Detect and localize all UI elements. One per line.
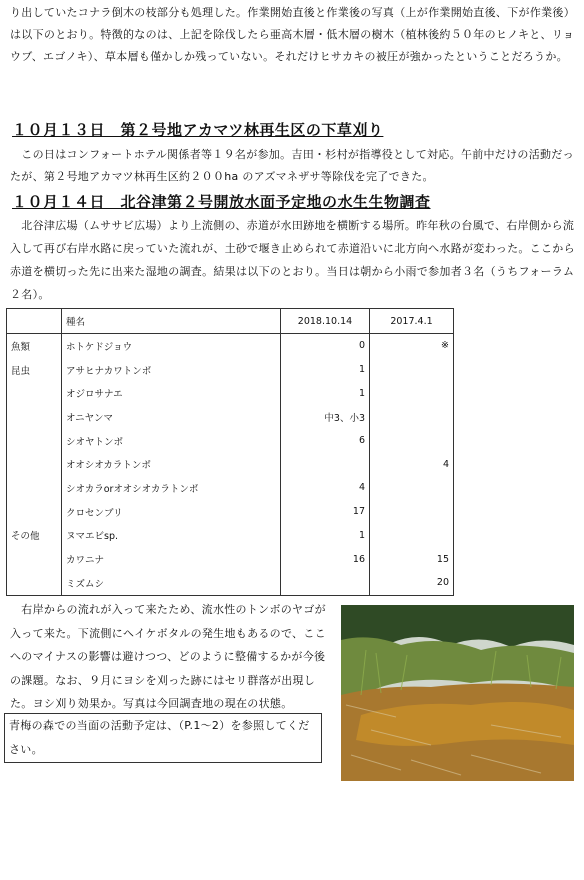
table-cell-species: ホトケドジョウ bbox=[62, 334, 281, 358]
table-cell-category bbox=[7, 405, 62, 429]
table-row bbox=[7, 452, 454, 476]
table-cell-count-2017 bbox=[370, 358, 454, 382]
table-cell-species: シオヤトンボ bbox=[62, 429, 281, 453]
wetland-photo-image bbox=[341, 605, 574, 781]
table-cell-count-2017 bbox=[370, 381, 454, 405]
table-cell-count-2017 bbox=[370, 524, 454, 548]
table-cell-category: その他 bbox=[7, 524, 62, 548]
table-cell-count-2018: 16 bbox=[281, 547, 370, 571]
wetland-survey-photo bbox=[341, 605, 574, 781]
table-row bbox=[7, 571, 454, 595]
survey-results-table bbox=[6, 308, 454, 596]
table-header-cell: 2018.10.14 bbox=[281, 309, 370, 334]
intro-paragraph: り出していたコナラ倒木の枝部分も処理した。作業開始直後と作業後の写真（上が作業開始直後、下が作業後）は以下のとおり。特徴的なのは、上記を除伐したら亜高木層・低木層の樹木（植林後約５０年のヒノキと、リョウブ、エゴノキ）、草本層も僅かしか残っていない。それだけヒサカキの被圧が強かったということだろうか。 bbox=[10, 6, 575, 63]
table-cell-category bbox=[7, 500, 62, 524]
table-cell-species: オニヤンマ bbox=[62, 405, 281, 429]
table-row bbox=[7, 334, 454, 358]
discussion-paragraph: 右岸からの流れが入って来たため、流水性のトンボのヤゴが入って来た。下流側にヘイケボタルの発生地もあるので、ここへのマイナスの影響は避けつつ、どのように整備するかが今後の課題。なお、９月にヨシを刈った跡にはセリ群落が出現した。ヨシ刈り効果か。写真は今回調査地の現在の状態。 bbox=[10, 603, 326, 710]
table-cell-count-2017 bbox=[370, 476, 454, 500]
section2-body: 北谷津広場（ムササビ広場）より上流側の、赤道が水田跡地を横断する場所。昨年秋の台風で、右岸側から流入して再び右岸水路に戻っていた流れが、土砂で堰き止められて赤道沿いに北方向へ水路が変わった。ここから赤道を横切った先に出来た湿地の調査。結果は以下のとおり。当日は朝から小雨で参加者３名（うちフォーラム２名）。 bbox=[10, 219, 575, 301]
table-cell-count-2017: 20 bbox=[370, 571, 454, 595]
table-cell-species: オオシオカラトンボ bbox=[62, 452, 281, 476]
table-cell-count-2018: 17 bbox=[281, 500, 370, 524]
table-cell-count-2017: ※ bbox=[370, 334, 454, 358]
table-cell-category bbox=[7, 476, 62, 500]
table-cell-count-2018: 1 bbox=[281, 381, 370, 405]
table-cell-count-2017: 15 bbox=[370, 547, 454, 571]
table-cell-category bbox=[7, 429, 62, 453]
table-cell-species: カワニナ bbox=[62, 547, 281, 571]
table-row bbox=[7, 381, 454, 405]
activity-notice-box bbox=[4, 713, 322, 763]
table-cell-category bbox=[7, 571, 62, 595]
section1-body: この日はコンフォートホテル関係者等１９名が参加。吉田・杉村が指導役として対応。午前中だけの活動だったが、第２号地アカマツ林再生区約２００ha のアズマネザサ等除伐を完了できた。 bbox=[10, 148, 574, 183]
table-header-cell bbox=[7, 309, 62, 334]
table-cell-species: ヌマエビsp. bbox=[62, 524, 281, 548]
table-cell-count-2017 bbox=[370, 429, 454, 453]
table-cell-count-2018: 0 bbox=[281, 334, 370, 358]
table-cell-species: ミズムシ bbox=[62, 571, 281, 595]
table-header-row bbox=[7, 309, 454, 334]
table-cell-count-2017 bbox=[370, 405, 454, 429]
table-cell-category bbox=[7, 547, 62, 571]
table-cell-species: クロセンブリ bbox=[62, 500, 281, 524]
table-cell-count-2018: 1 bbox=[281, 524, 370, 548]
table-cell-count-2018 bbox=[281, 571, 370, 595]
table-header-cell: 種名 bbox=[62, 309, 281, 334]
table-cell-species: シオカラorオオシオカラトンボ bbox=[62, 476, 281, 500]
table-row bbox=[7, 358, 454, 382]
table-cell-count-2018 bbox=[281, 452, 370, 476]
table-cell-count-2018: 中3、小3 bbox=[281, 405, 370, 429]
table-cell-count-2018: 4 bbox=[281, 476, 370, 500]
table-row bbox=[7, 547, 454, 571]
table-cell-count-2017 bbox=[370, 500, 454, 524]
table-cell-category bbox=[7, 452, 62, 476]
table-header-cell: 2017.4.1 bbox=[370, 309, 454, 334]
section1-heading: １０月１３日 第２号地アカマツ林再生区の下草刈り bbox=[12, 121, 384, 139]
table-cell-species: オジロサナエ bbox=[62, 381, 281, 405]
table-cell-count-2018: 1 bbox=[281, 358, 370, 382]
table-row bbox=[7, 429, 454, 453]
table-cell-species: アサヒナカワトンボ bbox=[62, 358, 281, 382]
table-row bbox=[7, 524, 454, 548]
table-row bbox=[7, 405, 454, 429]
activity-notice-text: 青梅の森での当面の活動予定は、（P.1～2）を参照してください。 bbox=[9, 719, 310, 756]
table-row bbox=[7, 476, 454, 500]
table-cell-count-2018: 6 bbox=[281, 429, 370, 453]
table-cell-category: 魚類 bbox=[7, 334, 62, 358]
table-row bbox=[7, 500, 454, 524]
table-cell-category: 昆虫 bbox=[7, 358, 62, 382]
section2-heading: １０月１４日 北谷津第２号開放水面予定地の水生生物調査 bbox=[12, 193, 431, 211]
table-cell-category bbox=[7, 381, 62, 405]
table-cell-count-2017: 4 bbox=[370, 452, 454, 476]
